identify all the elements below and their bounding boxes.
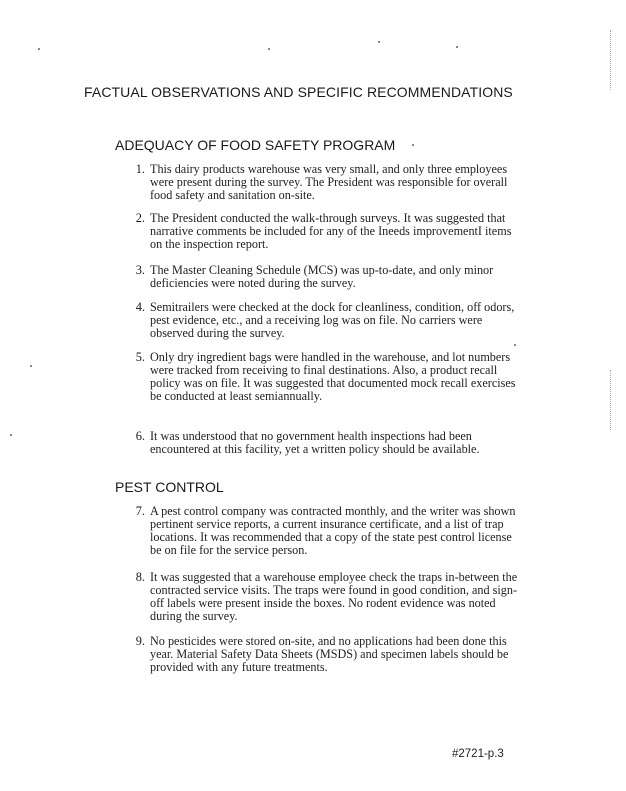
section-heading-food-safety: ADEQUACY OF FOOD SAFETY PROGRAM bbox=[115, 137, 396, 153]
scan-edge-noise bbox=[610, 30, 612, 90]
item-number: 8. bbox=[135, 570, 145, 584]
scan-speck bbox=[378, 41, 380, 43]
scan-speck bbox=[30, 365, 32, 367]
item-text: Semitrailers were checked at the dock for cleanliness, condition, off odors, pest evidence, etc., and a receiving log was on file. No carriers were observed during the survey. bbox=[150, 300, 515, 340]
scan-speck bbox=[38, 48, 40, 50]
item-text: The Master Cleaning Schedule (MCS) was up-to-date, and only minor deficiencies were noted during the survey. bbox=[150, 263, 494, 290]
item-number: 2. bbox=[135, 211, 145, 225]
item-text: The President conducted the walk-through surveys. It was suggested that narrative comments be included for any of the Ineeds improvementI items on the inspection report. bbox=[150, 211, 512, 251]
item-number: 5. bbox=[135, 350, 145, 364]
item-text: Only dry ingredient bags were handled in the warehouse, and lot numbers were tracked from receiving to final destinations. Also, a product recall policy was on file. It was suggested that documented mock recall exercises be conducted at least semiannually. bbox=[150, 350, 516, 403]
item-number: 9. bbox=[135, 634, 145, 648]
item-text: This dairy products warehouse was very small, and only three employees were present during the survey. The President was responsible for overall food safety and sanitation on-site. bbox=[150, 162, 508, 202]
scan-speck bbox=[514, 344, 516, 346]
item-text: A pest control company was contracted monthly, and the writer was shown pertinent service reports, a current insurance certificate, and a list of trap locations. It was recommended that a copy of the state pest control license be on file for the service person. bbox=[150, 504, 516, 557]
scan-speck bbox=[268, 48, 270, 50]
page-number: #2721-p.3 bbox=[452, 748, 504, 760]
scan-edge-noise bbox=[610, 370, 612, 430]
item-text: It was understood that no government health inspections had been encountered at this facility, yet a written policy should be available. bbox=[150, 429, 480, 456]
item-number: 6. bbox=[135, 429, 145, 443]
item-number: 7. bbox=[135, 504, 145, 518]
item-number: 4. bbox=[135, 300, 145, 314]
scan-speck bbox=[456, 46, 458, 48]
scan-speck bbox=[412, 144, 414, 146]
section-heading-pest-control: PEST CONTROL bbox=[115, 479, 224, 495]
scan-speck bbox=[10, 434, 12, 436]
item-number: 1. bbox=[135, 162, 145, 176]
item-number: 3. bbox=[135, 263, 145, 277]
item-text: No pesticides were stored on-site, and no applications had been done this year. Material Safety Data Sheets (MSDS) and specimen labels should be provided with any future treatments. bbox=[150, 634, 509, 674]
item-text: It was suggested that a warehouse employee check the traps in-between the contracted service visits. The traps were found in good condition, and sign-off labels were present inside the boxes. No rodent evidence was noted during the survey. bbox=[150, 570, 518, 623]
document-title: FACTUAL OBSERVATIONS AND SPECIFIC RECOMMENDATIONS bbox=[84, 84, 513, 100]
